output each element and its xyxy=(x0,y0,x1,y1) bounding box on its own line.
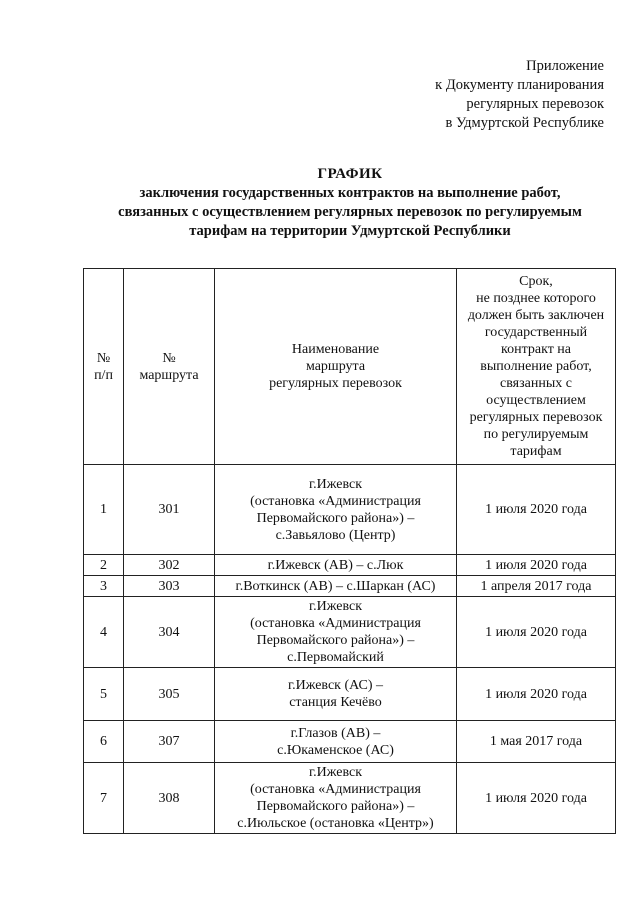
document-subtitle-line: тарифам на территории Удмуртской Республики xyxy=(189,223,511,239)
cell-line: г.Ижевск xyxy=(308,765,363,780)
table-header-row xyxy=(84,269,616,465)
cell-line: г.Ижевск (АС) – xyxy=(287,678,384,693)
appendix-line: к Документу планирования xyxy=(435,77,604,93)
cell-line: станция Кечёво xyxy=(289,695,382,710)
row-number-cell: 5 xyxy=(84,668,124,721)
route-number-cell: 305 xyxy=(124,668,215,721)
deadline-cell: 1 июля 2020 года xyxy=(457,763,616,834)
cell-line: связанных с xyxy=(500,376,572,391)
cell-line: государственный xyxy=(484,325,588,340)
table-row xyxy=(84,576,616,597)
cell-line: № xyxy=(162,350,176,366)
appendix-line: в Удмуртской Республике xyxy=(445,115,604,131)
cell-line: Наименование xyxy=(291,342,380,357)
document-subtitle-line: заключения государственных контрактов на выполнение работ, xyxy=(139,185,561,201)
cell-line: Срок, xyxy=(519,274,553,289)
cell-line: должен быть заключен xyxy=(467,308,605,323)
appendix-note xyxy=(435,57,604,133)
cell-line: осуществлением xyxy=(486,393,586,408)
cell-line: Первомайского района») – xyxy=(256,510,415,526)
table-row xyxy=(84,721,616,763)
route-name-cell xyxy=(215,721,457,763)
deadline-cell: 1 мая 2017 года xyxy=(457,721,616,763)
route-number-cell: 302 xyxy=(124,555,215,576)
cell-line: № xyxy=(96,350,111,366)
cell-line: Первомайского района») – xyxy=(256,799,415,814)
deadline-cell: 1 июля 2020 года xyxy=(457,668,616,721)
cell-line: регулярных перевозок xyxy=(469,410,603,425)
route-number-cell: 303 xyxy=(124,576,215,597)
cell-line: г.Ижевск xyxy=(308,476,363,492)
row-number-cell: 1 xyxy=(84,465,124,555)
deadline-cell: 1 июля 2020 года xyxy=(457,555,616,576)
appendix-line: регулярных перевозок xyxy=(466,96,604,112)
route-name-cell xyxy=(215,668,457,721)
deadline-cell: 1 июля 2020 года xyxy=(457,597,616,668)
header-num xyxy=(84,269,124,465)
route-number-cell: 307 xyxy=(124,721,215,763)
cell-line: регулярных перевозок xyxy=(269,376,402,391)
cell-line: с.Первомайский xyxy=(287,650,384,665)
route-name-cell xyxy=(215,465,457,555)
header-name xyxy=(215,269,457,465)
route-number-cell: 301 xyxy=(124,465,215,555)
cell-line: не позднее которого xyxy=(476,291,596,306)
cell-line: г.Ижевск (АВ) – с.Люк xyxy=(267,557,404,573)
document-subtitle-line: связанных с осуществлением регулярных перевозок по регулируемым xyxy=(118,204,582,220)
deadline-cell: 1 июля 2020 года xyxy=(457,465,616,555)
document-title: ГРАФИК xyxy=(317,166,383,182)
cell-line: г.Глазов (АВ) – xyxy=(290,725,381,741)
route-name-cell xyxy=(215,763,457,834)
cell-line: выполнение работ, xyxy=(480,359,592,374)
table-body xyxy=(84,465,616,834)
cell-line: (остановка «Администрация xyxy=(250,493,421,509)
table-row xyxy=(84,465,616,555)
cell-line: маршрута xyxy=(305,359,366,374)
row-number-cell: 3 xyxy=(84,576,124,597)
cell-line: (остановка «Администрация xyxy=(250,782,421,797)
cell-line: с.Завьялово (Центр) xyxy=(275,527,396,543)
cell-line: п/п xyxy=(94,367,113,383)
cell-line: маршрута xyxy=(139,367,199,383)
cell-line: тарифам xyxy=(510,444,562,459)
row-number-cell: 2 xyxy=(84,555,124,576)
appendix-line: Приложение xyxy=(526,58,604,74)
cell-line: Первомайского района») – xyxy=(256,633,415,648)
schedule-table xyxy=(83,268,616,834)
deadline-cell: 1 апреля 2017 года xyxy=(457,576,616,597)
row-number-cell: 6 xyxy=(84,721,124,763)
table-row xyxy=(84,668,616,721)
cell-line: с.Июльское (остановка «Центр») xyxy=(237,816,434,831)
row-number-cell: 4 xyxy=(84,597,124,668)
cell-line: контракт на xyxy=(500,342,572,357)
route-name-cell xyxy=(215,576,457,597)
header-route xyxy=(124,269,215,465)
cell-line: (остановка «Администрация xyxy=(250,616,421,631)
cell-line: с.Юкаменское (АС) xyxy=(277,742,394,758)
cell-line: г.Ижевск xyxy=(308,599,363,614)
header-deadline xyxy=(457,269,616,465)
cell-line: г.Воткинск (АВ) – с.Шаркан (АС) xyxy=(235,578,436,594)
document-heading xyxy=(60,165,640,241)
table-row xyxy=(84,763,616,834)
route-name-cell xyxy=(215,555,457,576)
cell-line: по регулируемым xyxy=(483,427,589,442)
row-number-cell: 7 xyxy=(84,763,124,834)
route-name-cell xyxy=(215,597,457,668)
table-row xyxy=(84,555,616,576)
route-number-cell: 308 xyxy=(124,763,215,834)
table-row xyxy=(84,597,616,668)
route-number-cell: 304 xyxy=(124,597,215,668)
